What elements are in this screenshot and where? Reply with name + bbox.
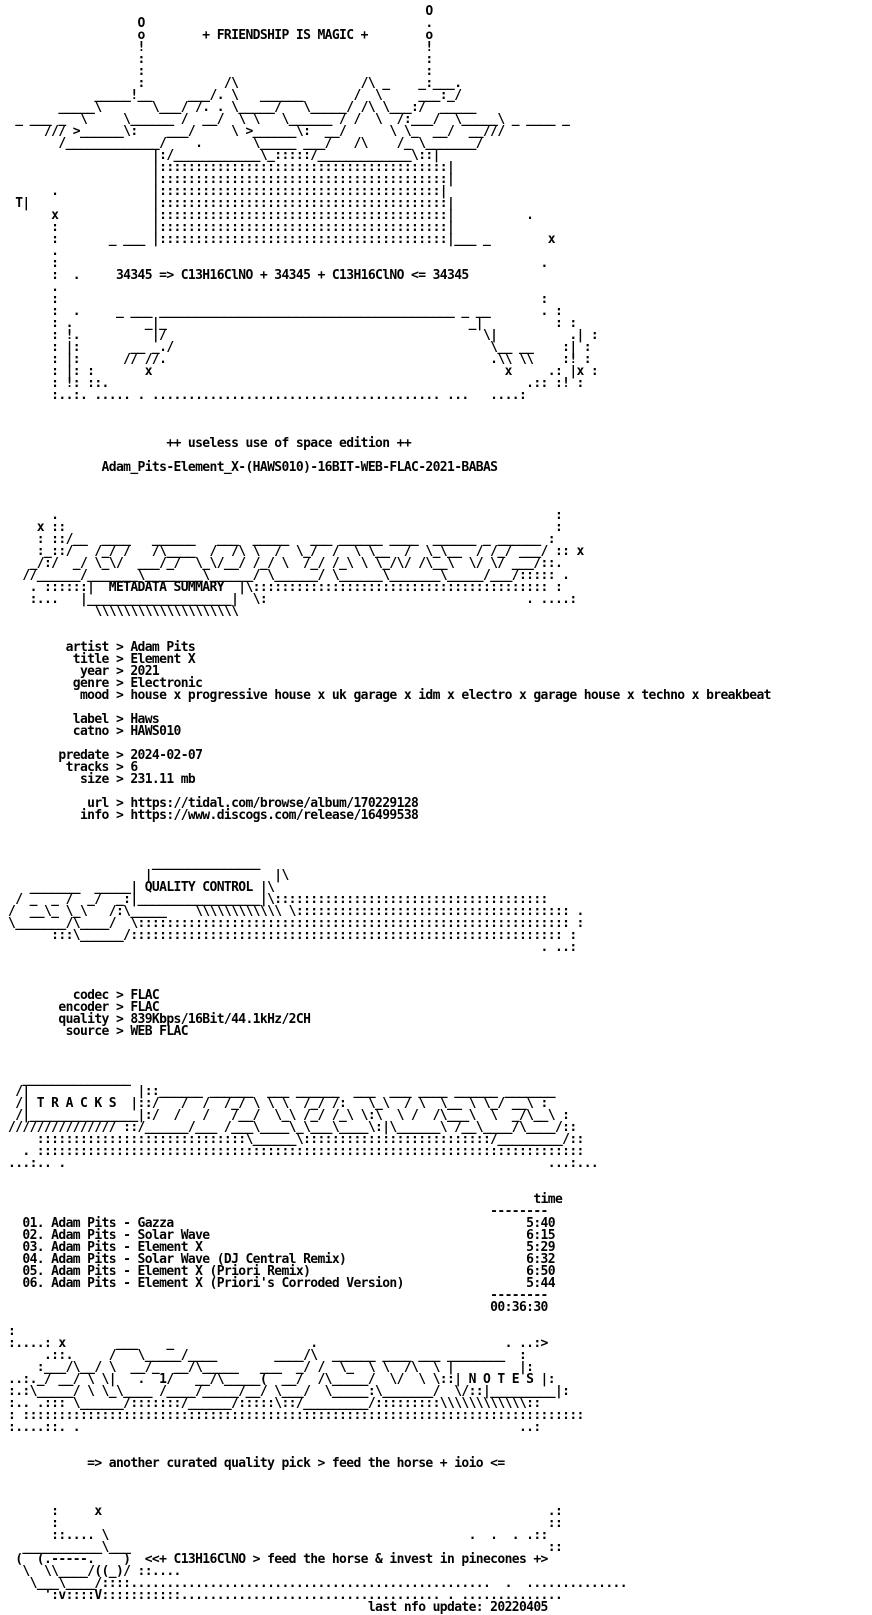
nfo-line: \\\\\\\\\\\\\\\\\\\\: [8, 604, 239, 619]
nfo-line: 02. Adam Pits - Solar Wave 6:15: [8, 1228, 555, 1243]
nfo-line: ..:._/ __/ \ \| . 1/ __/\_____( __/ /\_____/ \/ \ \::| N O T E S |:: [8, 1372, 555, 1387]
nfo-line: url > https://tidal.com/browse/album/170229128: [8, 796, 419, 811]
nfo-line: : _ ___ |::::::::::::::::::::::::::::::::::::::::|___ _ x: [8, 232, 555, 247]
nfo-line: :.:\_____/ \ \_\____ /____/_____/__/ \___/ \_____:\_______/ \/::|_________|:: [8, 1384, 570, 1399]
nfo-line: title > Element X: [8, 652, 196, 667]
nfo-line: :_::/ /_/ / /\____ / /\ \ / \_/ / \ \__ / \_\__ / /_/ ___/ :: x: [8, 544, 584, 559]
nfo-line: ::.... \ . . . .::: [8, 1528, 548, 1543]
nfo-line: encoder > FLAC: [8, 1000, 160, 1015]
nfo-line: : ::/__ ____ ______ ___ _____ ___ ______ ____ ______ _ ______ :: [8, 532, 555, 547]
nfo-line: . ::::::| METADATA SUMMARY |\::::::::::::::::::::::::::::::::::::::::: :: [8, 580, 563, 595]
nfo-line: . |:::::::::::::::::::::::::::::::::::::::|: [8, 184, 447, 199]
nfo-line: mood > house x progressive house x uk garage x idm x electro x garage house x techno x breakbeat: [8, 688, 771, 703]
nfo-line: codec > FLAC: [8, 988, 160, 1003]
nfo-line: --------: [8, 1288, 548, 1303]
nfo-line: => another curated quality pick > feed the horse + ioio <=: [8, 1456, 505, 1471]
nfo-line: : !: ::. .:: :! :: [8, 376, 584, 391]
nfo-line: ___________\___ ::: [8, 1540, 563, 1555]
nfo-line: |::::::::::::::::::::::::::::::::::::::::|: [8, 172, 455, 187]
nfo-line: last nfo update: 20220405: [8, 1600, 548, 1615]
nfo-line: /// >______\: ___/ \ >______\: __/ \ \_ __/ __///: [8, 124, 505, 139]
nfo-line: [8, 834, 771, 846]
nfo-line: _____\ \___/ /. . \_____/ \_____/ /\ \___:/ _____: [8, 100, 476, 115]
nfo-line: /|_______________|:/ / / /__/ \_\ /_/ /_\ \:\ \ / /\___\ \ _/\__\ :: [8, 1108, 570, 1123]
nfo-line: [8, 1314, 771, 1326]
nfo-line: 06. Adam Pits - Element X (Priori's Corroded Version) 5:44: [8, 1276, 555, 1291]
nfo-line: \___\____/::::.................................................. . ..............: [8, 1576, 627, 1591]
nfo-line: [8, 1050, 771, 1062]
nfo-line: [8, 966, 771, 978]
nfo-line: [8, 1482, 771, 1494]
nfo-line: : |: __ _./ \__ __ :| :: [8, 340, 591, 355]
nfo-line: [8, 954, 771, 966]
nfo-line: : ::::::::::::::::::::::::::::::::::::::::::::::::::::::::::::::::::::::::::::::: [8, 1408, 584, 1423]
nfo-line: : :: [8, 52, 433, 67]
nfo-line: / _ _ / _/ _:|_________________|\::::::::::::::::::::::::::::::::::::::: [8, 892, 548, 907]
nfo-line: 01. Adam Pits - Gazza 5:40: [8, 1216, 555, 1231]
nfo-line: | |\: [8, 868, 289, 883]
nfo-line: tracks > 6: [8, 760, 138, 775]
nfo-line: : |::::::::::::::::::::::::::::::::::::::::|: [8, 220, 455, 235]
nfo-line: :... |____________________| \: . ....:: [8, 592, 577, 607]
nfo-line: : !. |/ \| .| :: [8, 328, 599, 343]
nfo-line: size > 231.11 mb: [8, 772, 196, 787]
nfo-line: ':v::::V:::::::::::.................................... . ..............: [8, 1588, 563, 1603]
nfo-line: .::. / \_____/____ ____/\ ______ ____ ___ ________ :: [8, 1348, 527, 1363]
nfo-line: /| |::______ ______ ___ ______ ___ ___ ____ ______ _______: [8, 1084, 555, 1099]
nfo-line: : . _ ___ _________________________________________ _ __ . :: [8, 304, 563, 319]
nfo-line: . ::::::::::::::::::::::::::::::::::::::::::::::::::::::::::::::::::::::::::::: [8, 1144, 584, 1159]
nfo-line: :..:. ..... . ........................................ ... ....:: [8, 388, 527, 403]
nfo-line: |:/____________\_:::::/_____________\::|: [8, 148, 440, 163]
nfo-line: : :: [8, 64, 433, 79]
nfo-line: [8, 474, 771, 486]
nfo-line: _______________: [8, 856, 260, 871]
nfo-line: : |: : x x .: |x :: [8, 364, 599, 379]
nfo-line: :: [8, 1324, 16, 1339]
nfo-line: info > https://www.discogs.com/release/16499538: [8, 808, 419, 823]
nfo-line: _____!__ ___/. \ ______ / \ ___:_/: [8, 88, 469, 103]
nfo-line: Adam_Pits-Element_X-(HAWS010)-16BIT-WEB-FLAC-2021-BABAS: [8, 460, 498, 475]
nfo-line: artist > Adam Pits: [8, 640, 196, 655]
nfo-line: .: [8, 280, 59, 295]
nfo-line: x :: :: [8, 520, 563, 535]
nfo-line: o + FRIENDSHIP IS MAGIC + o: [8, 28, 433, 43]
nfo-line: 03. Adam Pits - Element X 5:29: [8, 1240, 555, 1255]
nfo-line: [8, 402, 771, 414]
nfo-line: :....: x ___ _ . . ..:>: [8, 1336, 548, 1351]
nfo-line: \ \\____/((_)/ ::....: [8, 1564, 181, 1579]
nfo-line: .: [8, 244, 59, 259]
nfo-line: genre > Electronic: [8, 676, 203, 691]
nfo-line: catno > HAWS010: [8, 724, 181, 739]
nfo-line: : x .:: [8, 1504, 563, 1519]
nfo-line: :....::. . ..:: [8, 1420, 541, 1435]
nfo-line: :::\______/:::::::::::::::::::::::::::::::::::::::::::::::::::::::::::: :: [8, 928, 577, 943]
nfo-line: [8, 822, 771, 834]
nfo-line: _______________: [8, 1072, 131, 1087]
nfo-line: : /\ /\ _ _:___.: [8, 76, 462, 91]
nfo-line: [8, 1470, 771, 1482]
nfo-line: : |: // //. .\\ \\ :! :: [8, 352, 591, 367]
nfo-line: :___/\__/ \ __/_ __/\_____ ___ _/ / \_ \ \ /\ \ | |:: [8, 1360, 534, 1375]
nfo-line: : .: [8, 256, 548, 271]
nfo-line: //______/_______\________\______/ \______/ \______\_______\_____/___/::::: .: [8, 568, 570, 583]
nfo-line: :::::::::::::::::::::::::::::\______\::::::::::::::::::::::::::/_________/::: [8, 1132, 584, 1147]
nfo-line: : ::: [8, 1516, 563, 1531]
nfo-line: predate > 2024-02-07: [8, 748, 203, 763]
nfo-line: [8, 1434, 771, 1446]
nfo-line: [8, 414, 771, 426]
nfo-line: ++ useless use of space edition ++: [8, 436, 412, 451]
nfo-line: : . _|_ _| : :: [8, 316, 577, 331]
nfo-line: --------: [8, 1204, 548, 1219]
nfo-line: \_______/\____/ \:::::::::::::::::::::::::::::::::::::::::::::::::::::::::::: :: [8, 916, 584, 931]
nfo-line: /////////////// ::/______/___ /___\____\_\___\____\:|\______\ /__\____/\____/::: [8, 1120, 577, 1135]
nfo-line: : . 34345 => C13H16ClNO + 34345 + C13H16ClNO <= 34345: [8, 268, 469, 283]
nfo-line: O .: [8, 16, 433, 31]
nfo-line: / __\_ \_\ /:\_____ \\\\\\\\\\\\ \:::::::::::::::::::::::::::::::::::::: .: [8, 904, 584, 919]
nfo-line: source > WEB FLAC: [8, 1024, 188, 1039]
nfo-line: |::::::::::::::::::::::::::::::::::::::::|: [8, 160, 455, 175]
nfo-line: x |::::::::::::::::::::::::::::::::::::::::| .: [8, 208, 534, 223]
nfo-line: /_____________/ . \_____ ___/ /\ /_ \_______/: [8, 136, 483, 151]
nfo-line: _______ _____| QUALITY CONTROL |\: [8, 880, 275, 895]
nfo-line: _/:/ _/ \_\/ ___/_/ \_\/__/ /_/ \ /_/ /_\ \ \_/\/ /\__\ \/ \/ ___/::.: [8, 556, 577, 571]
nfo-line: :.. .::: \______/:::::::/______/:::::\::/_________/:::::::::\\\\\\\\\\\\::: [8, 1396, 541, 1411]
nfo-line: quality > 839Kbps/16Bit/44.1kHz/2CH: [8, 1012, 311, 1027]
nfo-line: ...:.. . ...:...: [8, 1156, 599, 1171]
nfo-line: . :: [8, 508, 563, 523]
nfo-line: ! !: [8, 40, 433, 55]
nfo-line: T| |::::::::::::::::::::::::::::::::::::::::|: [8, 196, 455, 211]
nfo-line: . ..:: [8, 940, 577, 955]
nfo-line: year > 2021: [8, 664, 160, 679]
nfo-text: [8, 6, 771, 1614]
nfo-line: time: [8, 1192, 563, 1207]
nfo-line: [8, 618, 771, 630]
nfo-line: label > Haws: [8, 712, 160, 727]
nfo-line: ( (.-----. ) <<+ C13H16ClNO > feed the horse & invest in pinecones +>: [8, 1552, 548, 1567]
nfo-line: O: [8, 4, 433, 19]
nfo-line: [8, 1038, 771, 1050]
nfo-line: 05. Adam Pits - Element X (Priori Remix) 6:50: [8, 1264, 555, 1279]
nfo-line: /| T R A C K S |::/ / / /_/ \ \ \ /_/ /: \_\ / \ \__ \ \_/ __\ :: [8, 1096, 548, 1111]
nfo-line: [8, 1170, 771, 1182]
nfo-line: _ ___ _ \ \______ / __/ \ \ \______ / / \ /:___/ \_____\ _ ____ _: [8, 112, 570, 127]
nfo-line: : :: [8, 292, 548, 307]
nfo-line: 00:36:30: [8, 1300, 548, 1315]
nfo-line: [8, 486, 771, 498]
nfo-line: 04. Adam Pits - Solar Wave (DJ Central Remix) 6:32: [8, 1252, 555, 1267]
